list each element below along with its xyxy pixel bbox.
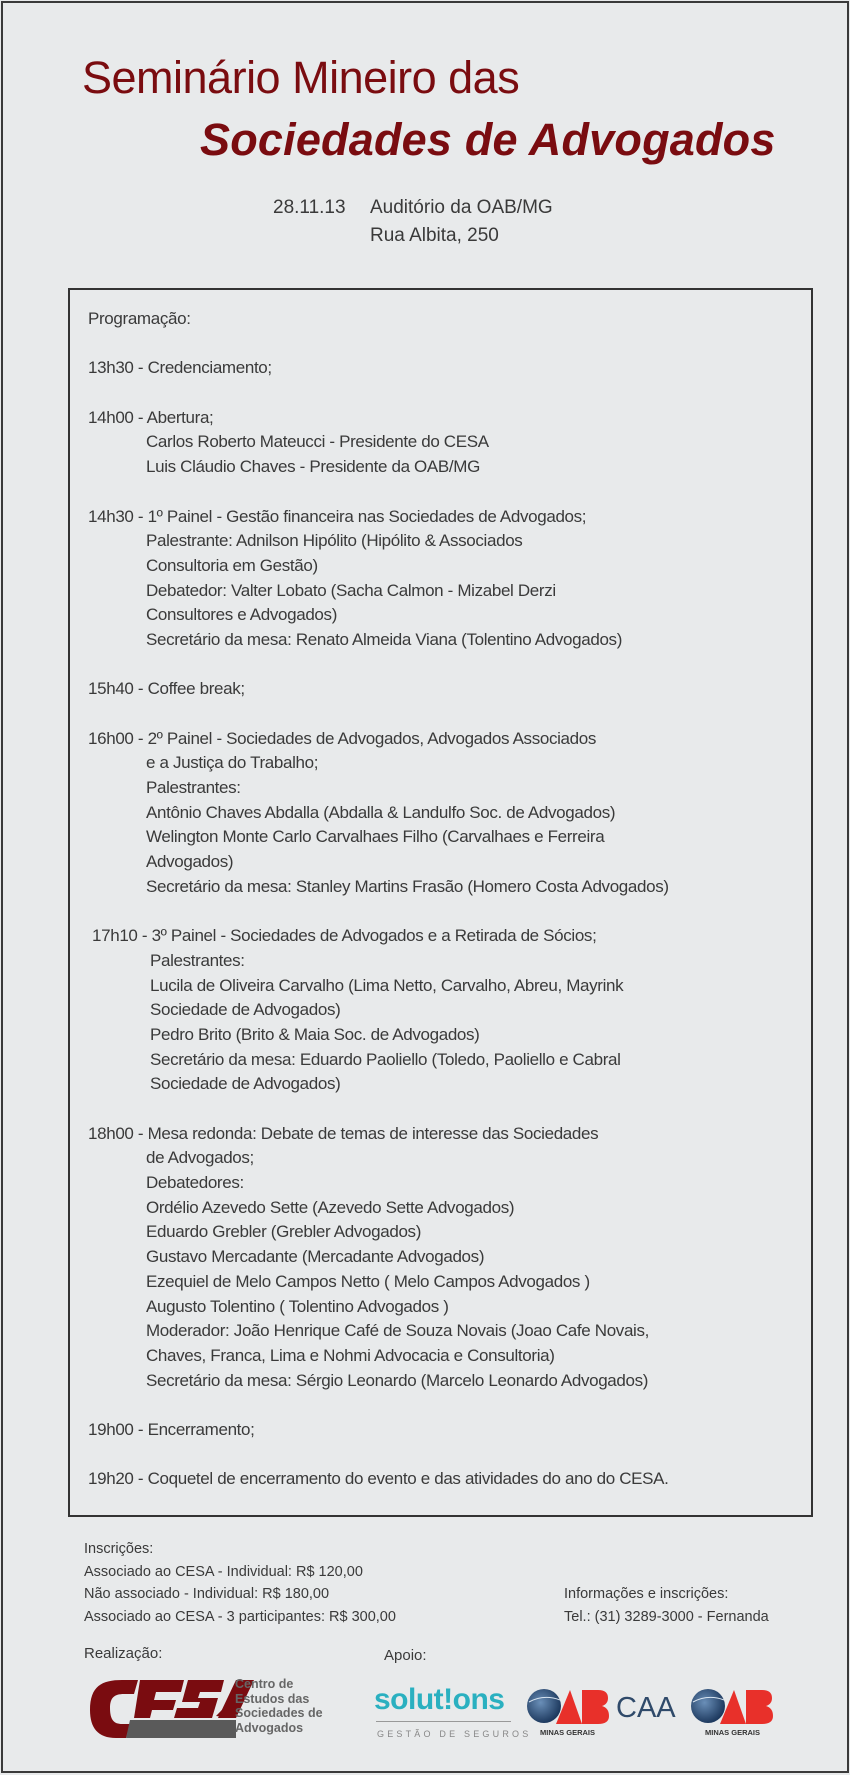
solutions-tagline: GESTÃO DE SEGUROS <box>377 1729 532 1739</box>
program-item-title: 18h00 - Mesa redonda: Debate de temas de interesse das Sociedades <box>88 1123 599 1143</box>
title-line-1: Seminário Mineiro das <box>82 52 520 103</box>
organizer-label: Realização: <box>84 1645 163 1662</box>
title-line-2: Sociedades de Advogados <box>200 114 776 165</box>
program-spacer <box>88 381 669 406</box>
registration-info <box>84 1538 396 1628</box>
program-spacer <box>88 332 669 357</box>
program-item-detail: Consultores e Advogados) <box>146 605 338 625</box>
event-date: 28.11.13 <box>273 197 346 218</box>
program-item-detail: Augusto Tolentino ( Tolentino Advogados ) <box>146 1296 449 1316</box>
program-item-detail: Palestrante: Adnilson Hipólito (Hipólito & Associados <box>146 531 523 551</box>
program-item-detail: Advogados) <box>146 852 234 872</box>
program-spacer <box>88 1443 669 1468</box>
program-item-detail: Gustavo Mercadante (Mercadante Advogados) <box>146 1247 485 1267</box>
program-spacer <box>88 1097 669 1122</box>
program-item-title: 19h00 - Encerramento; <box>88 1419 255 1439</box>
program-item-detail: Chaves, Franca, Lima e Nohmi Advocacia e Consultoria) <box>146 1345 555 1365</box>
program-list <box>88 307 669 1492</box>
program-item-detail: Secretário da mesa: Eduardo Paoliello (Toledo, Paoliello e Cabral <box>150 1049 621 1069</box>
oab-region-label: MINAS GERAIS <box>705 1728 761 1737</box>
program-item-detail: Secretário da mesa: Renato Almeida Viana (Tolentino Advogados) <box>146 629 623 649</box>
program-item-detail: Secretário da mesa: Sérgio Leonardo (Marcelo Leonardo Advogados) <box>146 1370 649 1390</box>
program-item-title: 15h40 - Coffee break; <box>88 679 245 699</box>
program-item-detail: Luis Cláudio Chaves - Presidente da OAB/MG <box>146 457 480 477</box>
program-heading: Programação: <box>88 309 191 328</box>
program-item-detail: Debatedor: Valter Lobato (Sacha Calmon - Mizabel Derzi <box>146 580 556 600</box>
program-item-detail: Consultoria em Gestão) <box>146 555 318 575</box>
program-item-detail: e a Justiça do Trabalho; <box>146 753 319 773</box>
solutions-logo: solut!ons <box>374 1683 505 1716</box>
oab-logo <box>690 1686 774 1730</box>
registration-heading: Inscrições: <box>84 1541 154 1557</box>
event-address: Rua Albita, 250 <box>370 225 499 246</box>
cesa-tagline-line: Advogados <box>235 1720 304 1735</box>
program-item-detail: Pedro Brito (Brito & Maia Soc. de Advogados) <box>150 1024 480 1044</box>
program-item-detail: Palestrantes: <box>146 778 241 798</box>
program-item-detail: Eduardo Grebler (Grebler Advogados) <box>146 1222 422 1242</box>
program-item-detail: Palestrantes: <box>150 950 245 970</box>
cesa-tagline <box>235 1677 323 1735</box>
program-item-title: 13h30 - Credenciamento; <box>88 358 272 378</box>
program-item-detail: Antônio Chaves Abdalla (Abdalla & Landulfo Soc. de Advogados) <box>146 802 616 822</box>
registration-price: Não associado - Individual: R$ 180,00 <box>84 1586 330 1602</box>
program-item-detail: Carlos Roberto Mateucci - Presidente do CESA <box>146 432 489 452</box>
program-item-detail: de Advogados; <box>146 1148 254 1168</box>
program-item-detail: Sociedade de Advogados) <box>150 1000 341 1020</box>
program-item-detail: Ordélio Azevedo Sette (Azevedo Sette Advogados) <box>146 1197 515 1217</box>
program-spacer <box>88 1393 669 1418</box>
registration-price: Associado ao CESA - Individual: R$ 120,00 <box>84 1563 363 1580</box>
program-box <box>68 288 813 1517</box>
contact-info <box>564 1583 769 1628</box>
program-item-detail: Ezequiel de Melo Campos Netto ( Melo Campos Advogados ) <box>146 1271 590 1291</box>
program-item-title: 19h20 - Coquetel de encerramento do evento e das atividades do ano do CESA. <box>88 1469 669 1489</box>
caa-logo: CAA <box>616 1692 676 1724</box>
program-item-title: 17h10 - 3º Painel - Sociedades de Advogados e a Retirada de Sócios; <box>92 926 597 946</box>
program-item-detail: Welington Monte Carlo Carvalhaes Filho (Carvalhaes e Ferreira <box>146 827 605 847</box>
registration-price: Associado ao CESA - 3 participantes: R$ 300,00 <box>84 1608 396 1625</box>
program-item-detail: Secretário da mesa: Stanley Martins Frasão (Homero Costa Advogados) <box>146 876 669 896</box>
support-label: Apoio: <box>384 1647 427 1664</box>
contact-heading: Informações e inscrições: <box>564 1586 729 1602</box>
event-venue: Auditório da OAB/MG <box>370 197 553 218</box>
program-item-title: 14h30 - 1º Painel - Gestão financeira nas Sociedades de Advogados; <box>88 506 587 526</box>
program-item-detail: Lucila de Oliveira Carvalho (Lima Netto, Carvalho, Abreu, Mayrink <box>150 975 624 995</box>
program-item-detail: Debatedores: <box>146 1173 244 1193</box>
program-spacer <box>88 900 669 925</box>
program-spacer <box>88 480 669 505</box>
oab-region-label: MINAS GERAIS <box>540 1728 596 1737</box>
oab-logo <box>526 1686 610 1730</box>
contact-phone: Tel.: (31) 3289-3000 - Fernanda <box>564 1608 769 1625</box>
program-item-title: 16h00 - 2º Painel - Sociedades de Advogados, Advogados Associados <box>88 728 597 748</box>
program-item-detail: Moderador: João Henrique Café de Souza Novais (Joao Cafe Novais, <box>146 1321 649 1341</box>
program-item-detail: Sociedade de Advogados) <box>150 1074 341 1094</box>
program-spacer <box>88 702 669 727</box>
cesa-tagline-line: Centro de <box>235 1677 294 1691</box>
solutions-divider <box>376 1721 511 1722</box>
program-item-title: 14h00 - Abertura; <box>88 407 214 427</box>
cesa-tagline-line: Estudos das <box>235 1691 310 1706</box>
program-spacer <box>88 653 669 678</box>
cesa-tagline-line: Sociedades de <box>235 1706 323 1720</box>
